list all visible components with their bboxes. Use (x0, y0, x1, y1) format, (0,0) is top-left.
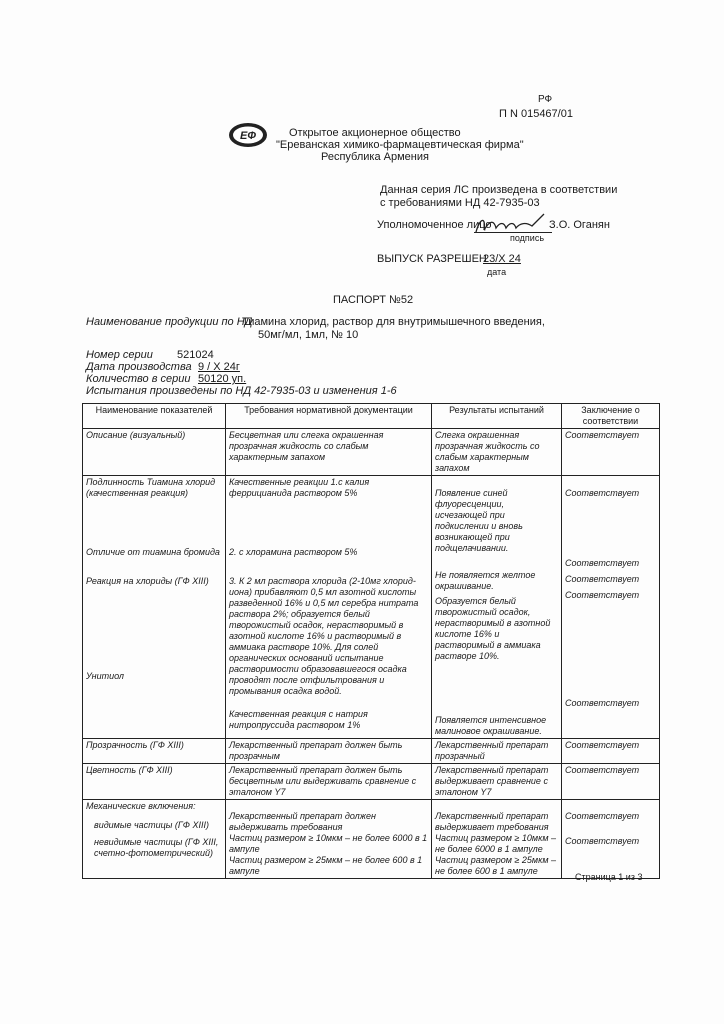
row-name: Отличие от тиамина бромида (86, 547, 220, 557)
authorized-person-label: Уполномоченное лицо (377, 219, 492, 231)
column-header: Наименование показателей (83, 404, 226, 429)
row-conclusion: Соответствует (562, 429, 660, 476)
row-requirement: Качественная реакция с натрия нитропруссида раствором 1% (229, 709, 368, 730)
row-conclusion: Соответствует (562, 764, 660, 800)
table-row (83, 739, 660, 764)
registration-number: П N 015467/01 (499, 108, 573, 120)
row-conclusion: Соответствует (565, 698, 640, 708)
mech-requirement: Частиц размером ≥ 25мкм – не более 600 в 1 ампуле (229, 855, 423, 876)
row-requirement: 2. с хлорамина раствором 5% (229, 547, 358, 557)
row-name: Унитиол (86, 671, 124, 681)
approval-line-1: Данная серия ЛС произведена в соответствии (380, 184, 618, 196)
row-conclusion: Соответствует (565, 488, 640, 498)
column-header: Заключение о соответствии (562, 404, 660, 429)
company-logo (228, 122, 268, 148)
series-value: 521024 (177, 349, 214, 361)
quantity-value: 50120 уп. (198, 373, 247, 385)
production-date-value: 9 / X 24г (198, 361, 240, 373)
row-result: Лекарственный препарат прозрачный (432, 739, 562, 764)
column-header: Результаты испытаний (432, 404, 562, 429)
country-code: РФ (538, 94, 553, 105)
product-label: Наименование продукции по НД (86, 316, 253, 328)
page-number: Страница 1 из 3 (575, 872, 643, 882)
release-label: ВЫПУСК РАЗРЕШЕН (377, 253, 487, 265)
signature-caption: подпись (510, 233, 545, 243)
row-result: Лекарственный препарат выдерживает сравнение с эталоном Y7 (432, 764, 562, 800)
mech-requirement: Частиц размером ≥ 10мкм – не более 6000 в 1 ампуле (229, 833, 428, 854)
mech-title: Механические включения: (86, 801, 196, 811)
row-requirement: Лекарственный препарат должен быть бесцветным или выдерживать сравнение с эталоном Y7 (226, 764, 432, 800)
mech-conclusion: Соответствует (565, 811, 640, 821)
row-requirement: Лекарственный препарат должен быть прозрачным (226, 739, 432, 764)
row-requirement: 3. К 2 мл раствора хлорида (2-10мг хлорид-иона) прибавляют 0,5 мл азотной кислоты разведенной 16% и 0,5 мл серебра нитрата раствора 2%; образуется белый творожистый осадок, нерастворимый в азотной кислоте 16% и растворимый в аммиака растворе 10%. Для солей органических оснований испытание растворимости образовавшегося осадка проводят после отфильтрования и промывания осадка водой. (229, 576, 419, 696)
row-name: Прозрачность (ГФ XIII) (83, 739, 226, 764)
mech-result: Частиц размером ≥ 25мкм – не более 600 в 1 ампуле (435, 855, 557, 876)
table-row (83, 429, 660, 476)
mech-requirement: Лекарственный препарат должен выдерживать требования (229, 811, 376, 832)
row-requirement: Качественные реакции 1.с калия феррицианида раствором 5% (229, 477, 370, 498)
product-name-line-1: Тиамина хлорид, раствор для внутримышечного введения, (242, 316, 545, 328)
mech-visible-name: видимые частицы (ГФ XIII) (94, 820, 209, 830)
row-result: Образуется белый творожистый осадок, нерастворимый в азотной кислоте 16% и растворимый в аммиака растворе 10%. (435, 596, 551, 661)
row-conclusion: Соответствует (565, 574, 640, 584)
table-row (83, 764, 660, 800)
company-line-1: Открытое акционерное общество (289, 127, 461, 139)
table-header-row (83, 404, 660, 429)
row-name: Цветность (ГФ XIII) (83, 764, 226, 800)
row-name: Описание (визуальный) (83, 429, 226, 476)
row-name: Реакция на хлориды (ГФ XIII) (86, 576, 209, 586)
test-results-table (82, 403, 660, 879)
mech-result: Частиц размером ≥ 10мкм – не более 6000 в 1 ампуле (435, 833, 557, 854)
row-result: Появление синей флуоресценции, исчезающей при подкислении и вновь возникающей при подщелачивании. (435, 488, 523, 553)
quantity-label: Количество в серии (86, 373, 191, 385)
release-date: 23/X 24 (483, 253, 521, 265)
product-name-line-2: 50мг/мл, 1мл, № 10 (258, 329, 359, 341)
tests-line: Испытания произведены по НД 42-7935-03 и изменения 1-6 (86, 385, 397, 397)
row-result: Не появляется желтое окрашивание. (435, 570, 536, 591)
authorized-person-name: З.О. Оганян (549, 219, 610, 231)
row-result: Слегка окрашенная прозрачная жидкость со слабым характерным запахом (432, 429, 562, 476)
logo-text: ЕФ (240, 130, 256, 142)
row-conclusion: Соответствует (565, 558, 640, 568)
production-date-label: Дата производства (86, 361, 192, 373)
company-line-3: Республика Армения (321, 151, 429, 163)
row-result: Появляется интенсивное малиновое окрашивание. (435, 715, 547, 736)
mech-invisible-name: невидимые частицы (ГФ XIII, счетно-фотометрический) (94, 837, 219, 858)
row-conclusion: Соответствует (562, 739, 660, 764)
company-line-2: "Ереванская химико-фармацевтическая фирма" (276, 139, 524, 151)
mech-conclusion: Соответствует (565, 836, 640, 846)
table-row (83, 800, 660, 879)
column-header: Требования нормативной документации (226, 404, 432, 429)
row-conclusion: Соответствует (565, 590, 640, 600)
approval-line-2: с требованиями НД 42-7935-03 (380, 197, 540, 209)
series-label: Номер серии (86, 349, 153, 361)
row-name: Подлинность Тиамина хлорид (качественная реакция) (86, 477, 216, 498)
table-row (83, 476, 660, 739)
passport-title: ПАСПОРТ №52 (333, 294, 414, 306)
mech-result: Лекарственный препарат выдерживает требования (435, 811, 549, 832)
date-caption: дата (487, 267, 507, 277)
row-requirement: Бесцветная или слегка окрашенная прозрачная жидкость со слабым характерным запахом (226, 429, 432, 476)
